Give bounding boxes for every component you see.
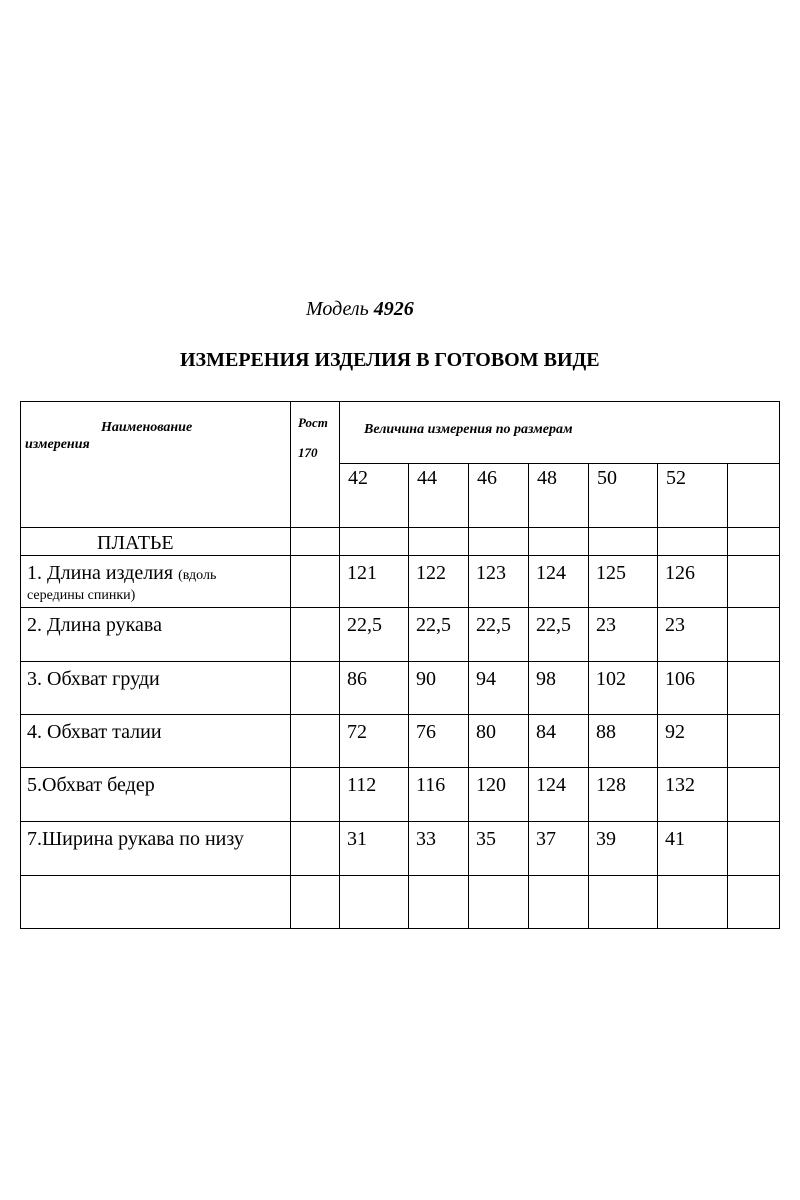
name-header-line-1: Наименование [101, 420, 193, 435]
value-cell: 35 [469, 822, 529, 876]
value-cell: 23 [589, 608, 658, 662]
value-cell: 123 [469, 556, 529, 608]
document-heading: ИЗМЕРЕНИЯ ИЗДЕЛИЯ В ГОТОВОМ ВИДЕ [180, 349, 600, 371]
measurement-name-note: (вдоль [178, 568, 217, 583]
measurement-name: 5.Обхват бедер [21, 768, 291, 822]
table-cell [728, 876, 780, 929]
value-cell: 86 [340, 662, 409, 715]
value-cell: 128 [589, 768, 658, 822]
table-cell [291, 876, 340, 929]
value-cell: 125 [589, 556, 658, 608]
value-cell: 124 [529, 556, 589, 608]
value-cell: 90 [409, 662, 469, 715]
value-cell [728, 822, 780, 876]
measurement-name: 2. Длина рукава [21, 608, 291, 662]
value-cell [728, 715, 780, 768]
model-number: 4926 [373, 298, 414, 320]
value-cell: 106 [658, 662, 728, 715]
size-header-cell: 42 [340, 464, 409, 528]
table-cell [589, 528, 658, 556]
value-cell: 22,5 [469, 608, 529, 662]
measurements-table [20, 401, 780, 929]
table-cell [409, 876, 469, 929]
measurement-name-header [21, 402, 291, 528]
height-label: Рост [298, 415, 328, 430]
size-header-cell: 52 [658, 464, 728, 528]
measurement-name: 7.Ширина рукава по низу [21, 822, 291, 876]
height-cell [291, 608, 340, 662]
empty-row [21, 876, 780, 929]
name-header-line-2: измерения [25, 437, 90, 453]
measurement-name: 4. Обхват талии [21, 715, 291, 768]
value-cell: 112 [340, 768, 409, 822]
table-cell [469, 876, 529, 929]
table-row [21, 608, 780, 662]
height-cell [291, 556, 340, 608]
model-label: Модель [306, 298, 369, 320]
value-cell: 84 [529, 715, 589, 768]
table-cell [21, 876, 291, 929]
size-header-cell: 50 [589, 464, 658, 528]
value-cell: 37 [529, 822, 589, 876]
value-cell: 76 [409, 715, 469, 768]
height-cell [291, 768, 340, 822]
value-cell: 33 [409, 822, 469, 876]
size-header-cell: 48 [529, 464, 589, 528]
value-cell [728, 662, 780, 715]
value-cell: 22,5 [340, 608, 409, 662]
value-cell: 31 [340, 822, 409, 876]
measurement-name: 3. Обхват груди [21, 662, 291, 715]
value-cell: 120 [469, 768, 529, 822]
model-title [306, 298, 414, 321]
height-cell [291, 662, 340, 715]
table-cell [529, 528, 589, 556]
measurement-name-note-line2: середины спинки) [27, 588, 136, 603]
table-cell [658, 528, 728, 556]
value-cell [728, 768, 780, 822]
value-cell: 23 [658, 608, 728, 662]
size-header-cell: 44 [409, 464, 469, 528]
table-cell [728, 528, 780, 556]
size-header-cell: 46 [469, 464, 529, 528]
value-cell: 22,5 [409, 608, 469, 662]
value-cell: 39 [589, 822, 658, 876]
value-cell: 116 [409, 768, 469, 822]
sizes-header: Величина измерения по размерам [340, 402, 780, 464]
table-cell [340, 876, 409, 929]
table-cell [658, 876, 728, 929]
header-row [21, 402, 780, 464]
table-cell [409, 528, 469, 556]
table-row [21, 662, 780, 715]
value-cell [728, 556, 780, 608]
table-cell [340, 528, 409, 556]
table-row [21, 768, 780, 822]
value-cell: 98 [529, 662, 589, 715]
value-cell: 121 [340, 556, 409, 608]
table-cell [529, 876, 589, 929]
table-cell [469, 528, 529, 556]
table-cell [589, 876, 658, 929]
value-cell: 88 [589, 715, 658, 768]
value-cell: 80 [469, 715, 529, 768]
section-row [21, 528, 780, 556]
value-cell: 126 [658, 556, 728, 608]
value-cell: 94 [469, 662, 529, 715]
table-row [21, 822, 780, 876]
measurement-name [21, 556, 291, 608]
height-cell [291, 715, 340, 768]
table-row [21, 556, 780, 608]
value-cell: 124 [529, 768, 589, 822]
section-label: ПЛАТЬЕ [21, 528, 291, 556]
value-cell: 72 [340, 715, 409, 768]
value-cell: 132 [658, 768, 728, 822]
value-cell: 122 [409, 556, 469, 608]
size-header-cell [728, 464, 780, 528]
height-cell [291, 822, 340, 876]
height-header [291, 402, 340, 528]
value-cell [728, 608, 780, 662]
value-cell: 92 [658, 715, 728, 768]
value-cell: 22,5 [529, 608, 589, 662]
measurement-name-main: 1. Длина изделия [27, 562, 179, 584]
table-cell [291, 528, 340, 556]
value-cell: 41 [658, 822, 728, 876]
table-row [21, 715, 780, 768]
height-value: 170 [298, 445, 318, 461]
value-cell: 102 [589, 662, 658, 715]
